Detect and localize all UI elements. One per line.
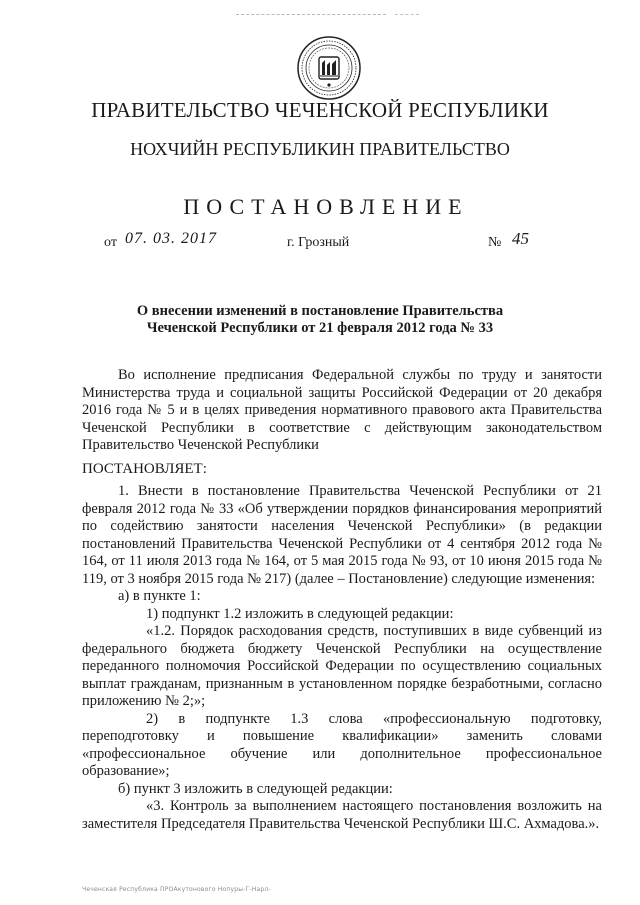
city-name: г. Грозный xyxy=(287,235,350,250)
preamble-paragraph xyxy=(82,367,602,455)
preamble-text: Во исполнение предписания Федеральной службы по труду и занятости Министерства труда и социальной защиты Российской Федерации от 20 декабря 2016 года № 5 и в целях приведения нормативного правового акта Правительства Чеченской Республики в соответствие с действующим законодательством Правительство Чеченской Республики xyxy=(82,367,602,453)
subject-line-1: О внесении изменений в постановление Правительства xyxy=(136,303,504,319)
document-subject xyxy=(100,303,540,337)
item-a: а) в пункте 1: xyxy=(118,588,201,604)
item-b-text: «3. Контроль за выполнением настоящего постановления возложить на заместителя Председателя Правительства Чеченской Республики Ш.С. Ахмадова.». xyxy=(82,798,602,832)
handwritten-date: 07. 03. 2017 xyxy=(125,230,217,247)
item-a-1: 1) подпункт 1.2 изложить в следующей редакции: xyxy=(146,605,454,622)
date-label: от xyxy=(104,235,117,250)
number-label: № xyxy=(488,235,502,250)
item-a-2: 2) в подпункте 1.3 слова «профессиональную подготовку, переподготовку и повышение квалификации» заменить словами «профессиональное обучение или дополнительное профессиональное образование»; xyxy=(82,710,602,779)
resolves-heading: ПОСТАНОВЛЯЕТ: xyxy=(82,461,207,477)
footer-note: Чеченская Республика ПРОАкутонового Нопуры-Г-Нарл- xyxy=(82,886,271,893)
document-type-title: ПОСТАНОВЛЕНИЕ xyxy=(183,194,469,219)
item-1: 1. Внести в постановление Правительства Чеченской Республики от 21 февраля 2012 года № 33 «Об утверждении порядков финансирования мероприятий по содействию занятости населения Чеченской Республики» (в редакции постановлений Правительства Чеченской Республики от 4 сентября 2012 года № 164, от 11 июля 2013 года № 164, от 5 мая 2015 года № 93, от 10 июня 2015 года № 119, от 3 ноября 2015 года № 217) (далее – Постановление) следующие изменения: xyxy=(82,483,602,587)
government-title-ce: НОХЧИЙН РЕСПУБЛИКИН ПРАВИТЕЛЬСТВО xyxy=(130,139,510,159)
item-a-1-text: «1.2. Порядок расходования средств, поступивших в виде субвенций из федерального бюджета бюджету Чеченской Республики на осуществление переданного полномочия Российской Федерации по осуществлению социальных выплат гражданам, признанным в установленном порядке безработными, согласно приложению № 2;»; xyxy=(82,623,602,709)
item-b: б) пункт 3 изложить в следующей редакции: xyxy=(118,780,393,797)
subject-line-2: Чеченской Республики от 21 февраля 2012 года № 33 xyxy=(146,320,494,336)
resolution-body xyxy=(82,483,602,833)
government-title-ru: ПРАВИТЕЛЬСТВО ЧЕЧЕНСКОЙ РЕСПУБЛИКИ xyxy=(91,98,549,122)
handwritten-number: 45 xyxy=(512,229,529,248)
scan-artifact xyxy=(236,14,386,15)
scan-artifact xyxy=(395,14,419,15)
chechen-republic-emblem xyxy=(296,35,362,101)
